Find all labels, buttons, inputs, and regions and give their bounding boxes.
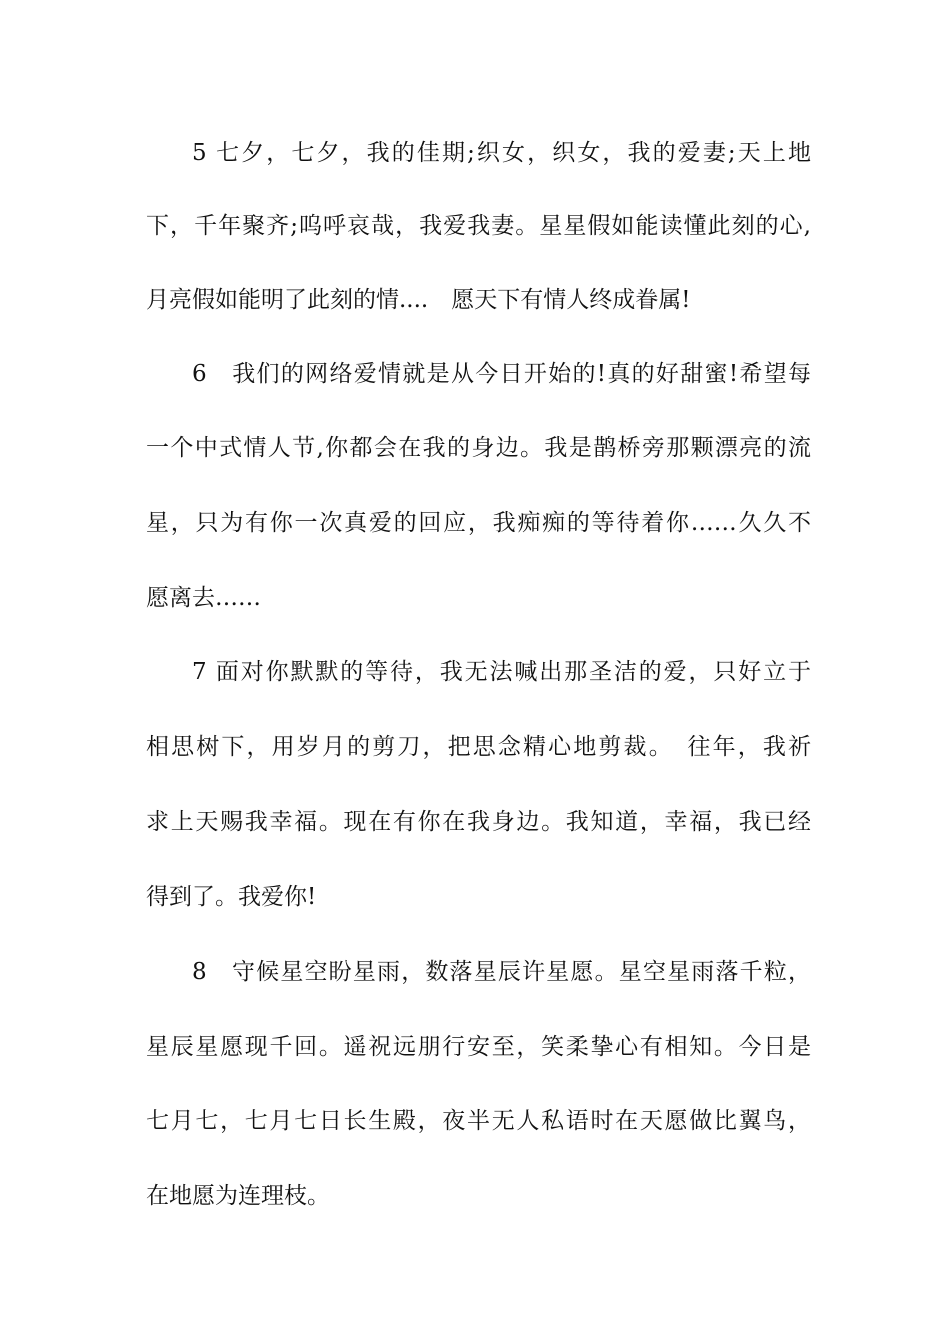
paragraph-6-line-2: 一个中式情人节,你都会在我的身边。我是鹊桥旁那颗漂亮的流: [146, 435, 811, 461]
paragraph-8-line-3: 七月七，七月七日长生殿，夜半无人私语时在天愿做比翼鸟，: [146, 1108, 811, 1134]
paragraph-5-line-3: 月亮假如能明了此刻的情.... 愿天下有情人终成眷属!: [146, 287, 691, 313]
paragraph-8-line-4: 在地愿为连理枝。: [146, 1183, 330, 1209]
paragraph-7-line-3: 求上天赐我幸福。现在有你在我身边。我知道，幸福，我已经: [146, 809, 811, 835]
paragraph-8-line-2: 星辰星愿现千回。遥祝远朋行安至，笑柔挚心有相知。今日是: [146, 1034, 811, 1060]
paragraph-5-line-2: 下，千年聚齐;呜呼哀哉，我爱我妻。星星假如能读懂此刻的心,: [146, 213, 811, 239]
paragraph-6-line-1: 6 我们的网络爱情就是从今日开始的!真的好甜蜜!希望每: [192, 361, 811, 387]
paragraph-6-line-3: 星，只为有你一次真爱的回应，我痴痴的等待着你……久久不: [146, 510, 811, 536]
paragraph-8-line-1: 8 守候星空盼星雨，数落星辰许星愿。星空星雨落千粒，: [192, 959, 811, 985]
paragraph-5-line-1: 5 七夕，七夕，我的佳期;织女，织女，我的爱妻;天上地: [192, 140, 811, 166]
paragraph-7-line-1: 7 面对你默默的等待，我无法喊出那圣洁的爱，只好立于: [192, 659, 811, 685]
paragraph-7-line-4: 得到了。我爱你!: [146, 884, 317, 910]
paragraph-7-line-2: 相思树下，用岁月的剪刀，把思念精心地剪裁。 往年，我祈: [146, 734, 811, 760]
paragraph-6-line-4: 愿离去……: [146, 585, 261, 611]
